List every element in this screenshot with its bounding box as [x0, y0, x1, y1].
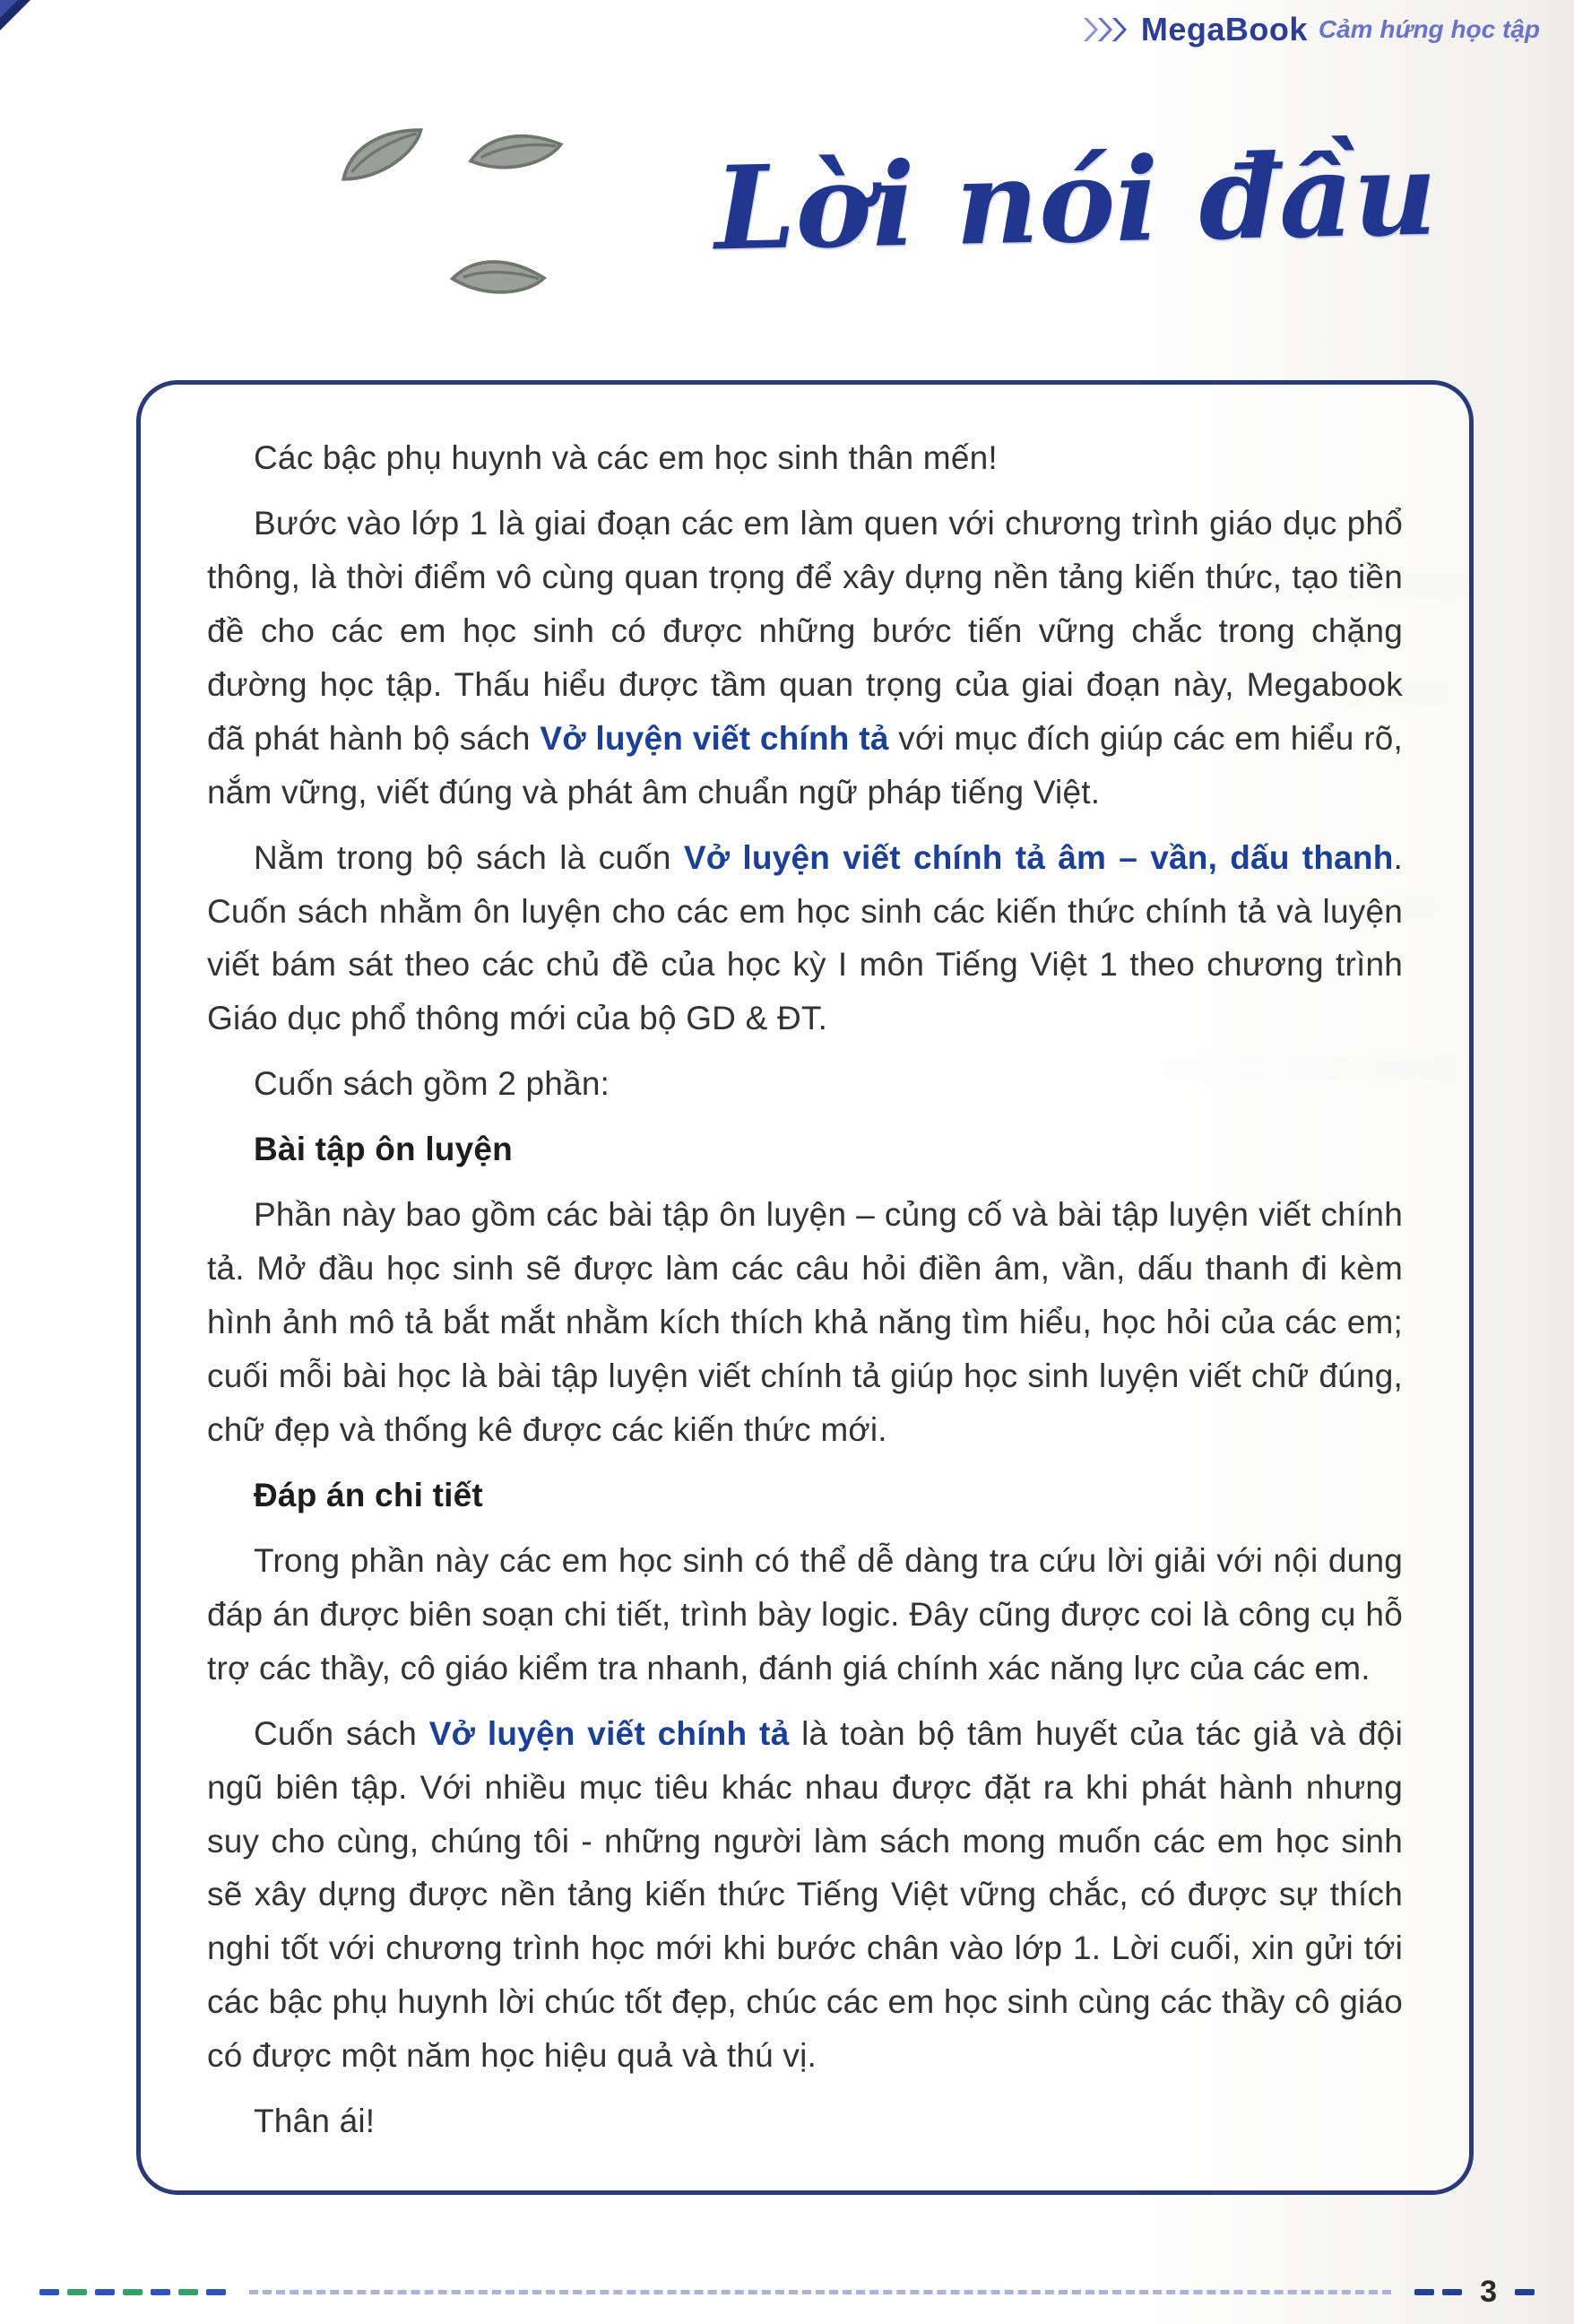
footer-dash-decoration-end: [1515, 2289, 1535, 2295]
paragraph: [207, 1188, 1403, 1457]
leaf-icon: [327, 115, 438, 200]
footer-dash-decoration-left: [39, 2289, 226, 2295]
paragraph: [207, 831, 1403, 1046]
paragraph: [207, 2094, 1403, 2148]
triple-chevron-right-icon: [1084, 16, 1130, 43]
brand-name: MegaBook: [1140, 11, 1308, 48]
paragraph: [207, 1057, 1403, 1111]
footer: [39, 2275, 1535, 2310]
header: [1084, 11, 1540, 48]
footer-dashed-line: [249, 2290, 1391, 2294]
leaf-decoration: [441, 236, 554, 326]
body-text: . Cuốn sách nhằm ôn luyện cho các em học sinh các kiến thức chính tả và luyện viết bám sát theo các chủ đề của học kỳ I môn Tiếng Việt 1 theo chương trình Giáo dục phổ thông mới của bộ GD & ĐT.: [207, 838, 1403, 1037]
section-heading: [207, 1469, 1403, 1522]
book-title-text: Vở luyện viết chính tả: [428, 1714, 790, 1752]
body-text: Cuốn sách: [254, 1714, 429, 1752]
body-text: là toàn bộ tâm huyết của tác giả và đội ngũ biên tập. Với nhiều mục tiêu khác nhau được đặt ra khi phát hành nhưng suy cho cùng, chúng tôi - những người làm sách mong muốn các em học sinh sẽ xây dựng được nền tảng kiến thức Tiếng Việt vững chắc, có được sự thích nghi tốt với chương trình học mới khi bước chân vào lớp 1. Lời cuối, xin gửi tới các bậc phụ huynh lời chúc tốt đẹp, chúc các em học sinh cùng các thầy cô giáo có được một năm học hiệu quả và thú vị.: [207, 1714, 1404, 2075]
book-title-text: Vở luyện viết chính tả âm – vần, dấu thanh: [683, 838, 1394, 876]
paragraph: [207, 1534, 1403, 1695]
section-heading: [207, 1123, 1403, 1176]
paragraph: [207, 431, 1403, 485]
book-title-text: Vở luyện viết chính tả: [540, 719, 889, 757]
content-box: [136, 380, 1474, 2195]
body-text: Trong phần này các em học sinh có thể dễ dàng tra cứu lời giải với nội dung đáp án được biên soạn chi tiết, trình bày logic. Đây cũng được coi là công cụ hỗ trợ các thầy, cô giáo kiểm tra nhanh, đánh giá chính xác năng lực của các em.: [207, 1541, 1403, 1687]
leaf-icon: [463, 117, 569, 194]
leaf-decoration: [463, 117, 569, 194]
body-text: Thân ái!: [254, 2103, 376, 2140]
body-text: Cuốn sách gồm 2 phần:: [254, 1065, 610, 1103]
leaf-decoration: [327, 115, 438, 200]
paragraph: [207, 497, 1403, 819]
body-text: Bước vào lớp 1 là giai đoạn các em làm quen với chương trình giáo dục phổ thông, là thời điểm vô cùng quan trọng để xây dựng nền tảng kiến thức, tạo tiền đề cho các em học sinh có được những bước tiến vững chắc trong chặng đường học tập. Thấu hiểu được tầm quan trọng của giai đoạn này, Megabook đã phát hành bộ sách: [207, 504, 1403, 757]
body-text: Các bậc phụ huynh và các em học sinh thân mến!: [254, 439, 998, 476]
footer-dash-decoration-right: [1414, 2289, 1462, 2295]
page-corner-fold: [0, 0, 30, 30]
page-title: Lời nói đầu: [713, 126, 1439, 277]
page-number: 3: [1480, 2275, 1497, 2309]
body-text: Đáp án chi tiết: [254, 1476, 483, 1513]
paragraph: [207, 1707, 1403, 2084]
leaf-icon: [441, 236, 554, 326]
body-text: với mục đích giúp các em hiểu rõ, nắm vững, viết đúng và phát âm chuẩn ngữ pháp tiếng Việt.: [207, 719, 1403, 811]
body-text: Bài tập ôn luyện: [254, 1131, 513, 1168]
body-text: Phần này bao gồm các bài tập ôn luyện – củng cố và bài tập luyện viết chính tả. Mở đầu học sinh sẽ được làm các câu hỏi điền âm, vần, dấu thanh đi kèm hình ảnh mô tả bắt mắt nhằm kích thích khả năng tìm hiểu, học hỏi của các em; cuối mỗi bài học là bài tập luyện viết chính tả giúp học sinh luyện viết chữ đúng, chữ đẹp và thống kê được các kiến thức mới.: [207, 1196, 1403, 1448]
content-paragraphs: [207, 431, 1403, 2148]
brand-tagline: Cảm hứng học tập: [1318, 15, 1540, 43]
body-text: Nằm trong bộ sách là cuốn: [254, 838, 684, 876]
